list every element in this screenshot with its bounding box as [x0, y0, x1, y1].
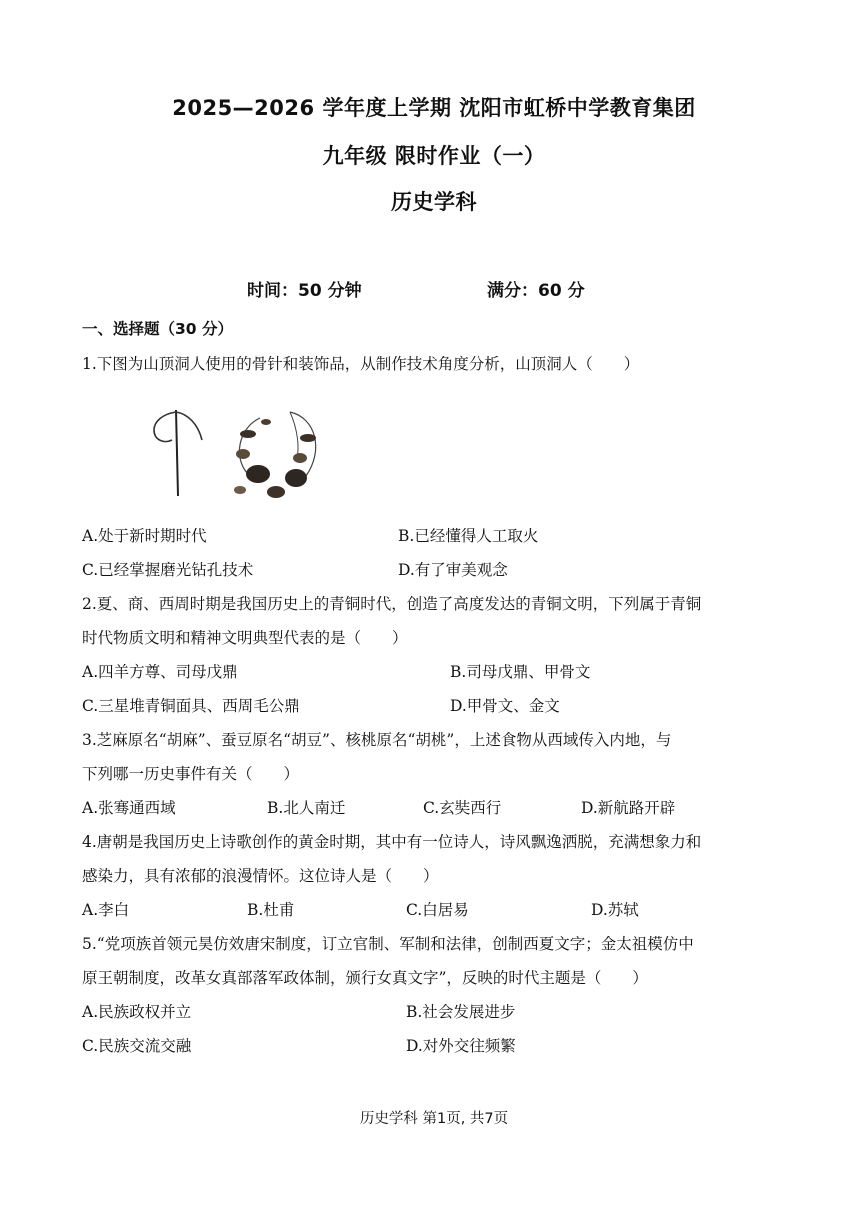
- question-1-option-d: D.有了审美观念: [398, 561, 508, 579]
- question-4-option-a: A.李白: [82, 901, 130, 919]
- question-1-option-b: B.已经懂得人工取火: [398, 527, 539, 545]
- question-4-stem-line-1: 4.唐朝是我国历史上诗歌创作的黄金时期，其中有一位诗人，诗风飘逸洒脱，充满想象力和: [82, 833, 702, 851]
- question-5-option-b: B.社会发展进步: [406, 1003, 516, 1021]
- question-3-option-b: B.北人南迁: [267, 799, 346, 817]
- question-5-option-c: C.民族交流交融: [82, 1037, 192, 1055]
- question-2-option-c: C.三星堆青铜面具、西周毛公鼎: [82, 697, 300, 715]
- question-3-option-c: C.玄奘西行: [423, 799, 502, 817]
- section-heading: 一、选择题（30 分）: [82, 320, 233, 338]
- ornament-necklace-image: [234, 412, 316, 498]
- exam-subtitle: 九年级 限时作业（一）: [322, 144, 546, 168]
- question-5-option-a: A.民族政权并立: [82, 1003, 192, 1021]
- question-1-stem: 1.下图为山顶洞人使用的骨针和装饰品，从制作技术角度分析，山顶洞人（ ）: [82, 355, 640, 373]
- subject-title: 历史学科: [391, 190, 477, 214]
- question-5-option-d: D.对外交往频繁: [406, 1037, 516, 1055]
- question-2-stem-line-2: 时代物质文明和精神文明典型代表的是（ ）: [82, 629, 408, 647]
- question-3-option-d: D.新航路开辟: [581, 799, 676, 817]
- bone-needle-image: [154, 410, 202, 496]
- question-1-option-c: C.已经掌握磨光钻孔技术: [82, 561, 254, 579]
- question-3-stem-line-1: 3.芝麻原名“胡麻”、蚕豆原名“胡豆”、核桃原名“胡桃”，上述食物从西域传入内地，与: [82, 731, 672, 749]
- exam-full-score: 满分：60 分: [487, 281, 585, 301]
- exam-title: 2025—2026 学年度上学期 沈阳市虹桥中学教育集团: [172, 96, 696, 120]
- question-1-option-a: A.处于新时期时代: [82, 527, 207, 545]
- question-2-option-a: A.四羊方尊、司母戊鼎: [82, 663, 238, 681]
- page-footer: 历史学科 第1页, 共7页: [359, 1111, 509, 1127]
- question-3-stem-line-2: 下列哪一历史事件有关（ ）: [82, 765, 300, 783]
- question-2-option-d: D.甲骨文、金文: [450, 697, 560, 715]
- question-5-stem-line-2: 原王朝制度，改革女真部落军政体制，颁行女真文字”，反映的时代主题是（ ）: [82, 969, 648, 987]
- question-3-option-a: A.张骞通西域: [82, 799, 176, 817]
- question-4-stem-line-2: 感染力，具有浓郁的浪漫情怀。这位诗人是（ ）: [82, 867, 439, 885]
- exam-time: 时间：50 分钟: [247, 281, 362, 301]
- question-4-option-d: D.苏轼: [591, 901, 639, 919]
- question-2-stem-line-1: 2.夏、商、西周时期是我国历史上的青铜时代，创造了高度发达的青铜文明，下列属于青铜: [82, 595, 702, 613]
- bone-needle-ornament-figure: [140, 400, 330, 504]
- question-2-option-b: B.司母戊鼎、甲骨文: [450, 663, 591, 681]
- question-4-option-b: B.杜甫: [247, 901, 295, 919]
- question-5-stem-line-1: 5.“党项族首领元昊仿效唐宋制度，订立官制、军制和法律，创制西夏文字；金太祖模仿中: [82, 935, 694, 953]
- question-4-option-c: C.白居易: [406, 901, 469, 919]
